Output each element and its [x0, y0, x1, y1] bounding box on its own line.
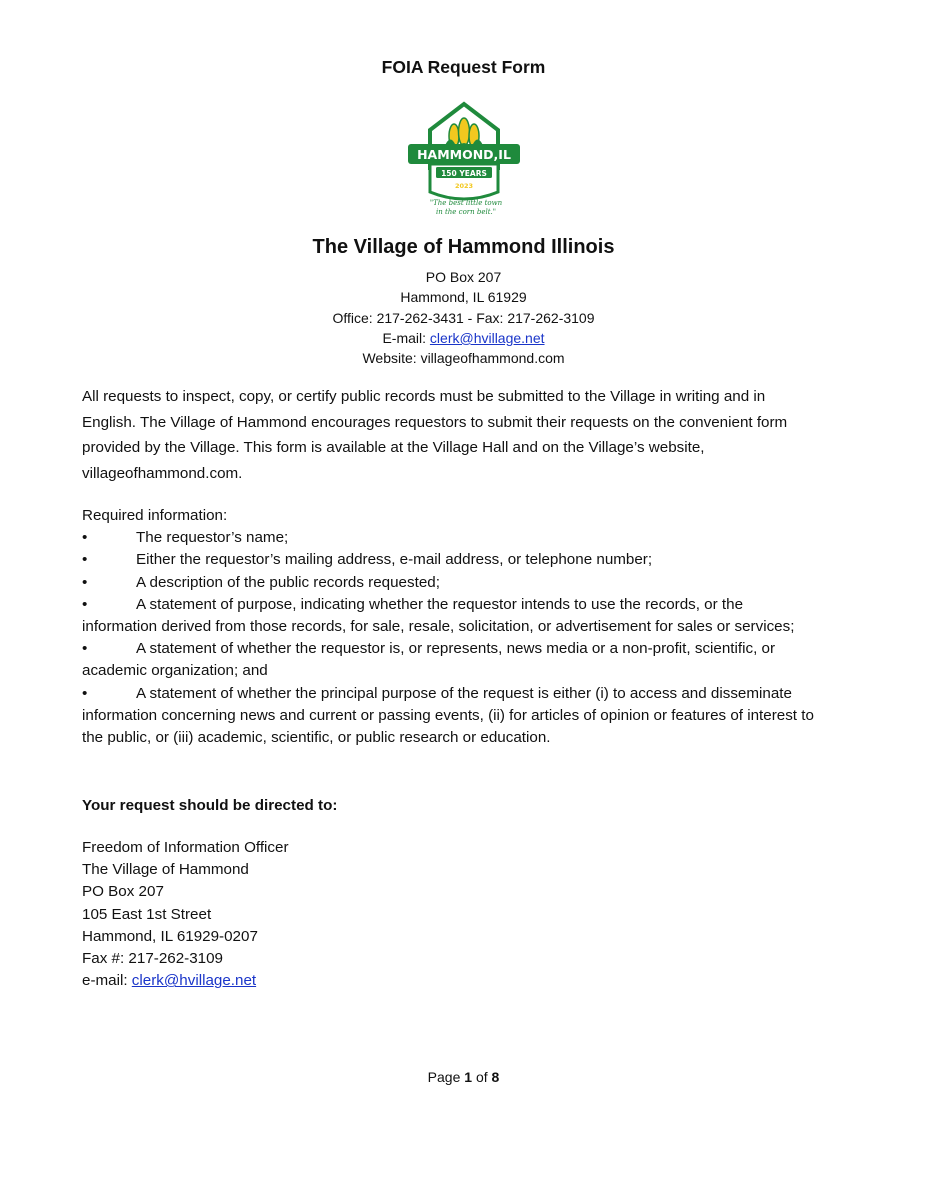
- contact-email-line: [82, 970, 822, 992]
- contact-block: [82, 837, 822, 992]
- logo-town-text: HAMMOND,IL: [417, 147, 511, 162]
- bullet-symbol: •: [82, 573, 88, 591]
- contact-email-link[interactable]: clerk@hvillage.net: [131, 972, 257, 990]
- page-word: Page: [427, 1069, 461, 1085]
- address-block: [0, 267, 927, 368]
- list-item-text: Either the requestor’s mailing address, e-mail address, or telephone number;: [136, 551, 653, 569]
- list-item-text: The requestor’s name;: [136, 529, 289, 547]
- email-link[interactable]: clerk@hvillage.net: [429, 329, 545, 346]
- required-info-section: [82, 505, 822, 749]
- hammond-logo: [400, 96, 528, 220]
- contact-line: The Village of Hammond: [82, 861, 249, 879]
- list-item: [82, 549, 822, 571]
- directed-heading: Your request should be directed to:: [82, 797, 338, 814]
- list-item: [82, 683, 822, 750]
- list-item-text: A statement of whether the principal purpose of the request is either (i) to access and disseminate information concerning news and current or passing events, (ii) for articles of opinion or features of interest to the public, or (iii) academic, scientific, or public research or education.: [82, 684, 814, 747]
- list-item: [82, 572, 822, 594]
- contact-line: Hammond, IL 61929-0207: [82, 927, 258, 945]
- organization-name: The Village of Hammond Illinois: [312, 236, 615, 258]
- bullet-symbol: •: [82, 551, 88, 569]
- page-footer: [0, 1069, 927, 1085]
- logo-tagline-line2: in the corn belt.": [436, 208, 496, 216]
- bullet-symbol: •: [82, 529, 88, 547]
- phone-fax-line: Office: 217-262-3431 - Fax: 217-262-3109: [332, 309, 595, 326]
- website-line: Website: villageofhammond.com: [362, 350, 565, 367]
- bullet-symbol: •: [82, 595, 88, 613]
- list-item-text: A statement of whether the requestor is, or represents, news media or a non-profit, scientific, or academic organization; and: [82, 640, 776, 680]
- logo-years-text: 150 YEARS: [441, 169, 487, 178]
- logo-year-text: 2023: [454, 182, 474, 190]
- email-line: [0, 328, 927, 348]
- contact-line: Freedom of Information Officer: [82, 839, 289, 856]
- list-item-text: A statement of purpose, indicating whether the requestor intends to use the records, or the information derived from those records, for sale, resale, solicitation, or advertisement for sales or services;: [82, 595, 795, 636]
- address-line: Hammond, IL 61929: [400, 289, 527, 306]
- logo-tagline-line1: "The best little town: [429, 199, 503, 207]
- list-item-text: A description of the public records requested;: [136, 573, 440, 591]
- contact-line: PO Box 207: [82, 883, 164, 901]
- current-page-number: 1: [464, 1069, 473, 1085]
- bullet-symbol: •: [82, 640, 88, 658]
- email-label: E-mail:: [382, 329, 430, 346]
- of-word: of: [475, 1069, 488, 1085]
- page-title: FOIA Request Form: [381, 57, 546, 77]
- bullet-symbol: •: [82, 684, 88, 702]
- required-heading: Required information:: [82, 507, 228, 524]
- total-pages: 8: [491, 1069, 500, 1085]
- contact-fax-line: Fax #: 217-262-3109: [82, 950, 224, 968]
- list-item: [82, 638, 822, 682]
- list-item: [82, 594, 822, 638]
- contact-email-label: e-mail:: [82, 972, 132, 990]
- intro-paragraph: All requests to inspect, copy, or certify public records must be submitted to the Village in writing and in English. The Village of Hammond encourages requestors to submit their requests on the convenient form provided by the Village. This form is available at the Village Hall and on the Village’s website, villageofhammond.com.: [82, 388, 788, 482]
- contact-line: 105 East 1st Street: [82, 905, 212, 923]
- address-line: PO Box 207: [425, 269, 502, 285]
- list-item: [82, 527, 822, 549]
